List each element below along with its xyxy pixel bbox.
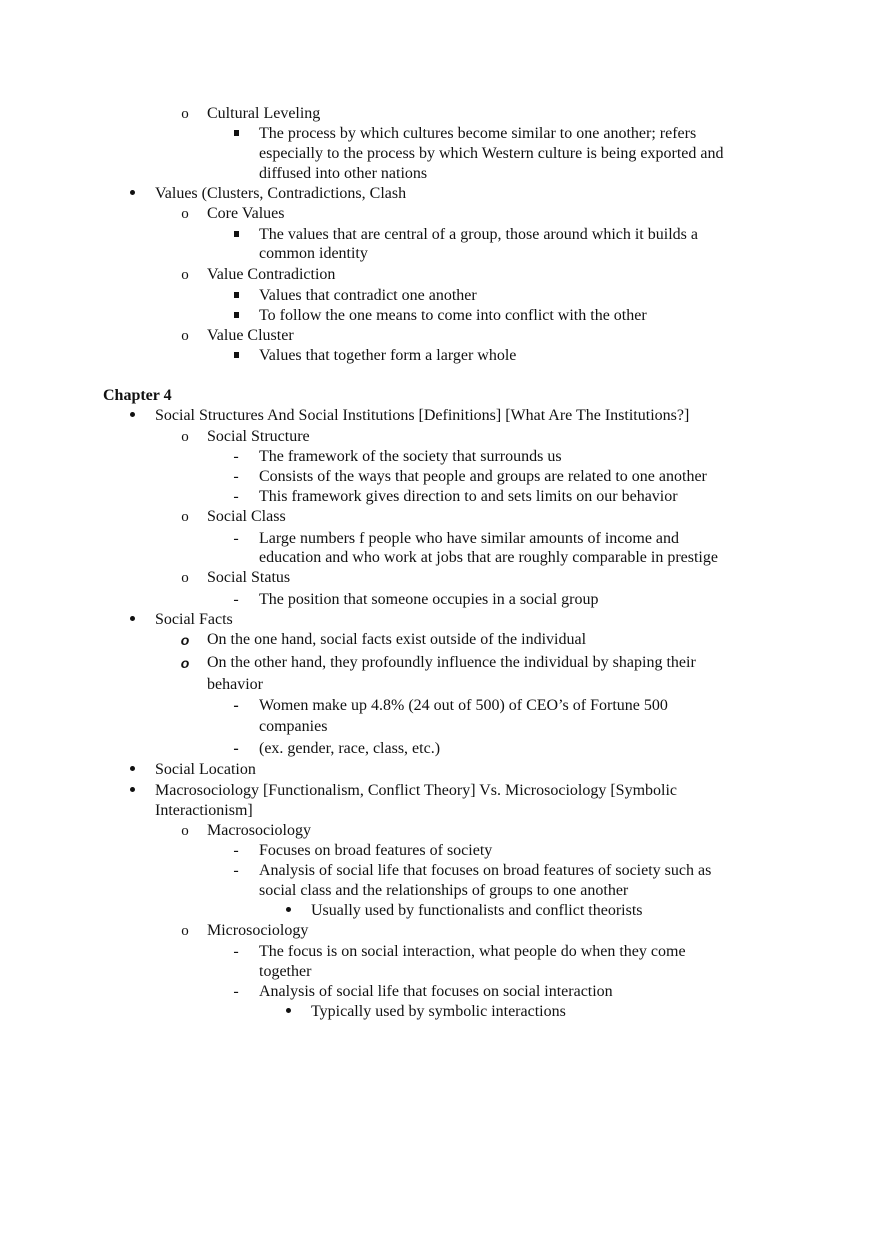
dash-marker-icon (229, 487, 243, 507)
bullet-marker-icon (125, 610, 139, 630)
list-item-text: education and who work at jobs that are roughly comparable in prestige (259, 549, 718, 566)
bullet-marker-icon (125, 406, 139, 426)
list-item-text: Values (Clusters, Contradictions, Clash (155, 185, 407, 202)
list-item-text: Focuses on broad features of society (259, 842, 493, 859)
list-item-text: social class and the relationships of groups to one another (259, 882, 629, 899)
list-item-text: Microsociology (207, 922, 309, 939)
list-item-text: Analysis of social life that focuses on social interaction (259, 983, 613, 1000)
list-item-text: Values that together form a larger whole (259, 347, 517, 364)
list-item-text: To follow the one means to come into conflict with the other (259, 307, 647, 324)
square-marker-icon (229, 225, 243, 245)
list-item-text: Analysis of social life that focuses on broad features of society such as (259, 862, 712, 879)
list-item-text: Interactionism] (155, 802, 253, 819)
list-item-text: The framework of the society that surrounds us (259, 448, 562, 465)
list-item-text: Social Facts (155, 611, 233, 628)
circle-marker-icon (178, 821, 192, 841)
dash-bold-marker-icon (229, 739, 243, 759)
list-item-text: Social Class (207, 508, 286, 525)
list-item-text: Core Values (207, 205, 285, 222)
dash-marker-icon (229, 982, 243, 1002)
bullet-marker-icon (125, 760, 139, 780)
list-item-text: Large numbers f people who have similar amounts of income and (259, 530, 680, 547)
list-item-text: Usually used by functionalists and conflict theorists (311, 902, 643, 919)
bullet-marker-icon (281, 1002, 295, 1022)
list-item-text: Social Location (155, 761, 256, 778)
square-marker-icon (229, 286, 243, 306)
list-item-text: together (259, 963, 312, 980)
circle-marker-icon (178, 265, 192, 285)
list-item-text: common identity (259, 245, 368, 262)
list-item-text: (ex. gender, race, class, etc.) (259, 740, 441, 757)
dash-marker-icon (229, 942, 243, 962)
list-item-text: Macrosociology [Functionalism, Conflict Theory] Vs. Microsociology [Symbolic (155, 782, 678, 799)
list-item-text: On the one hand, social facts exist outside of the individual (207, 631, 587, 648)
list-item-text: Cultural Leveling (207, 105, 321, 122)
list-item-text: Value Contradiction (207, 266, 336, 283)
circle-marker-icon (178, 507, 192, 527)
circle-marker-icon (178, 921, 192, 941)
dash-marker-icon (229, 841, 243, 861)
list-item-text: Social Structure (207, 428, 310, 445)
list-item-text: This framework gives direction to and sets limits on our behavior (259, 488, 678, 505)
list-item-text: especially to the process by which Western culture is being exported and (259, 145, 724, 162)
list-item-text: behavior (207, 676, 263, 693)
list-item-text: Typically used by symbolic interactions (311, 1003, 566, 1020)
list-item-text: The position that someone occupies in a social group (259, 591, 599, 608)
list-item-text: Values that contradict one another (259, 287, 477, 304)
circle-italic-marker-icon (178, 653, 192, 673)
list-item-text: On the other hand, they profoundly influence the individual by shaping their (207, 654, 696, 671)
square-marker-icon (229, 306, 243, 326)
list-item-text: The process by which cultures become similar to one another; refers (259, 125, 697, 142)
list-item-text: The values that are central of a group, those around which it builds a (259, 226, 698, 243)
circle-marker-icon (178, 104, 192, 124)
circle-marker-icon (178, 326, 192, 346)
list-item-text: diffused into other nations (259, 165, 428, 182)
chapter-heading: Chapter 4 (103, 387, 172, 404)
list-item-text: Social Structures And Social Institutions [Definitions] [What Are The Institutions?] (155, 407, 690, 424)
list-item-text: Consists of the ways that people and groups are related to one another (259, 468, 707, 485)
dash-bold-marker-icon (229, 696, 243, 716)
list-item-text: The focus is on social interaction, what people do when they come (259, 943, 686, 960)
square-marker-icon (229, 124, 243, 144)
dash-marker-icon (229, 467, 243, 487)
bullet-marker-icon (125, 184, 139, 204)
list-item-text: Social Status (207, 569, 291, 586)
list-item-text: Value Cluster (207, 327, 294, 344)
circle-marker-icon (178, 427, 192, 447)
circle-marker-icon (178, 204, 192, 224)
dash-marker-icon (229, 590, 243, 610)
dash-marker-icon (229, 447, 243, 467)
list-item-text: Macrosociology (207, 822, 311, 839)
circle-italic-marker-icon (178, 630, 192, 650)
dash-marker-icon (229, 529, 243, 549)
bullet-marker-icon (125, 781, 139, 801)
list-item-text: Women make up 4.8% (24 out of 500) of CEO’s of Fortune 500 (259, 697, 668, 714)
list-item-text: companies (259, 718, 328, 735)
bullet-marker-icon (281, 901, 295, 921)
dash-marker-icon (229, 861, 243, 881)
square-marker-icon (229, 346, 243, 366)
circle-marker-icon (178, 568, 192, 588)
